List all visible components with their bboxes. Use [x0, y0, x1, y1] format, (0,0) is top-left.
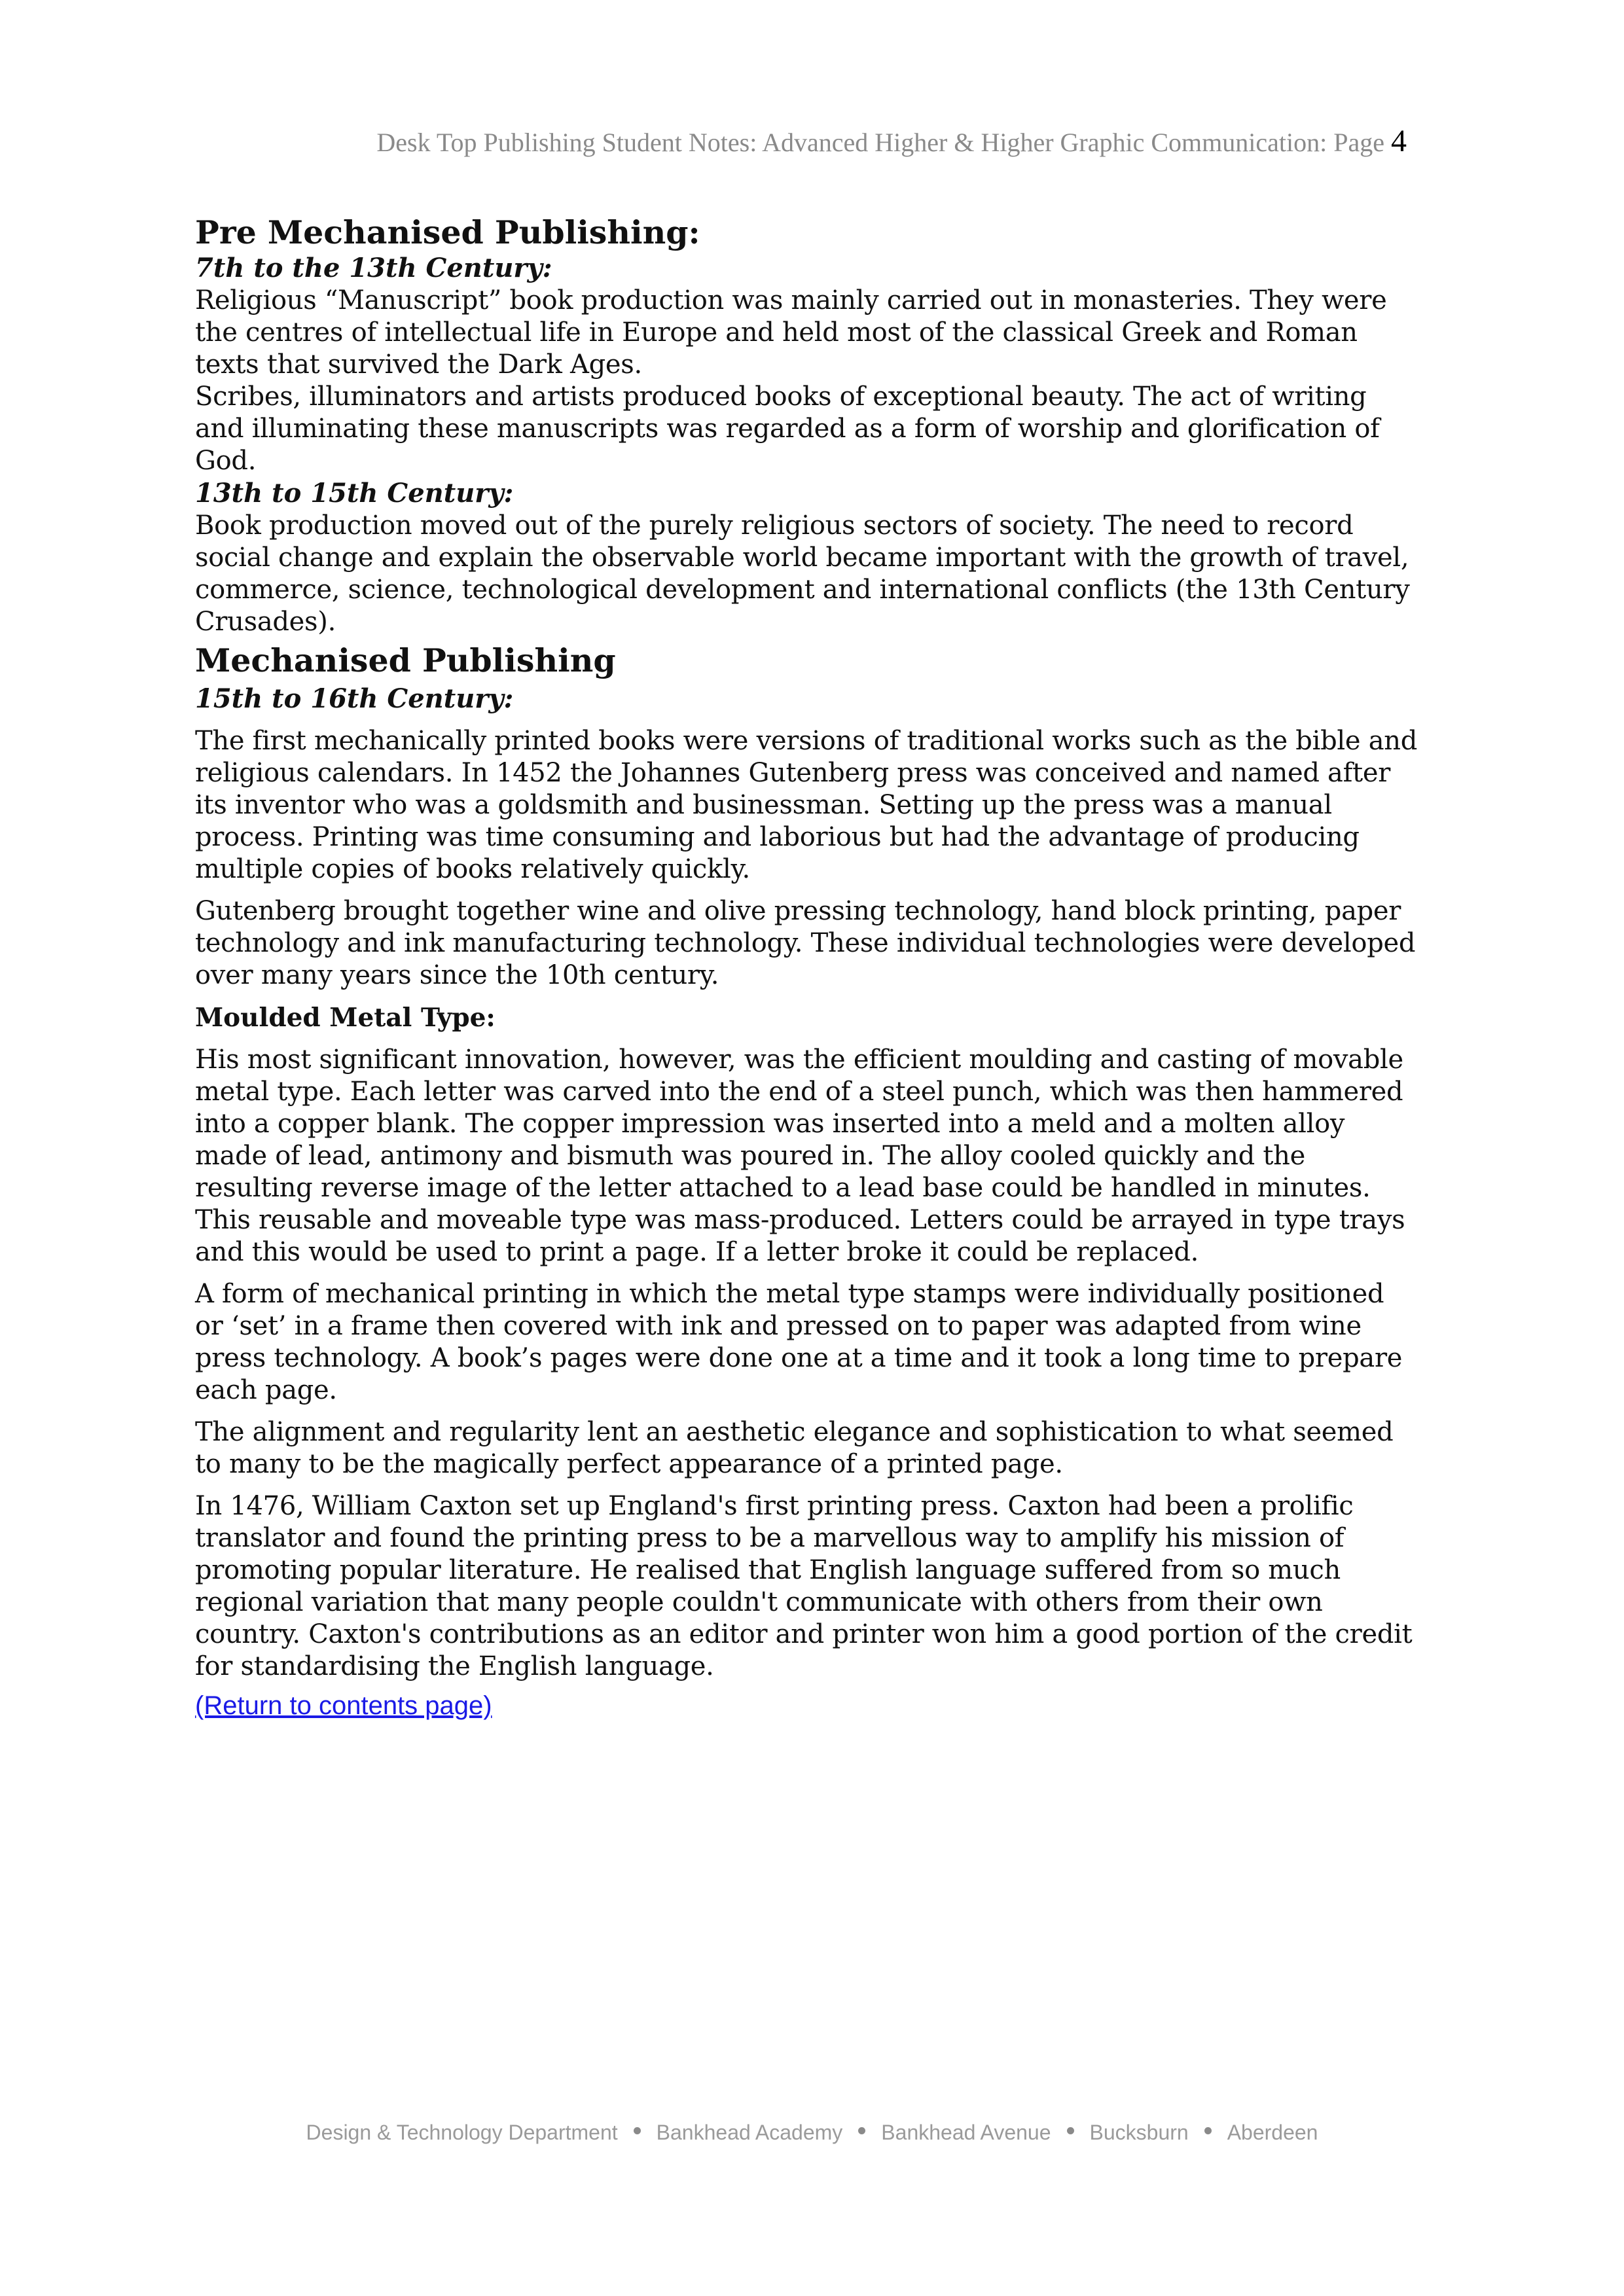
- paragraph-gutenberg: Gutenberg brought together wine and olive pressing technology, hand block printing, paper technology and ink manufacturing technology. These individual technologies were developed over many years since the 10th century.: [195, 896, 1416, 990]
- footer-city: Aberdeen: [1227, 2121, 1318, 2144]
- paragraph-book-production: Book production moved out of the purely religious sectors of society. The need to record social change and explain the observable world became important with the growth of travel, commerce, science, technological development and international conflicts (the 13th Century Crusades).: [195, 511, 1410, 637]
- footer-school: Bankhead Academy: [656, 2121, 843, 2144]
- footer-area: Bucksburn: [1089, 2121, 1189, 2144]
- running-title: Desk Top Publishing Student Notes: Advanced Higher & Higher Graphic Communication: Page: [376, 128, 1384, 157]
- bullet-separator-icon: [858, 2127, 865, 2134]
- paragraph-alignment: The alignment and regularity lent an aesthetic elegance and sophistication to what seemed to many to be the magically perfect appearance of a printed page.: [195, 1417, 1394, 1479]
- bullet-separator-icon: [1067, 2127, 1074, 2134]
- main-content: [195, 213, 1419, 1722]
- paragraph-first-printed: The first mechanically printed books were versions of traditional works such as the bible and religious calendars. In 1452 the Johannes Gutenberg press was conceived and named after its inventor who was a goldsmith and businessman. Setting up the press was a manual process. Printing was time consuming and laborious but had the advantage of producing multiple copies of books relatively quickly.: [195, 726, 1418, 884]
- paragraph-caxton: In 1476, William Caxton set up England's first printing press. Caxton had been a prolific translator and found the printing press to be a marvellous way to amplify his mission of promoting popular literature. He realised that English language suffered from so much regional variation that many people couldn't communicate with others from their own country. Caxton's contributions as an editor and printer won him a good portion of the credit for standardising the English language.: [195, 1491, 1413, 1681]
- running-header: [376, 123, 1407, 159]
- heading-pre-mechanised: Pre Mechanised Publishing:: [195, 213, 700, 251]
- footer-street: Bankhead Avenue: [881, 2121, 1051, 2144]
- bullet-separator-icon: [1204, 2127, 1212, 2134]
- subheading-7th-13th: 7th to the 13th Century:: [195, 253, 552, 283]
- paragraph-innovation: His most significant innovation, however, was the efficient moulding and casting of movable metal type. Each letter was carved into the end of a steel punch, which was then hammered into a copper blank. The copper impression was inserted into a meld and a molten alloy made of lead, antimony and bismuth was poured in. The alloy cooled quickly and the resulting reverse image of the letter attached to a lead base could be handled in minutes. This reusable and moveable type was mass-produced. Letters could be arrayed in type trays and this would be used to print a page. If a letter broke it could be replaced.: [195, 1045, 1405, 1267]
- page-footer: [0, 2121, 1624, 2145]
- paragraph-mechanical-printing: A form of mechanical printing in which the metal type stamps were individually positioned or ‘set’ in a frame then covered with ink and pressed on to paper was adapted from wine press technology. A book’s pages were done one at a time and it took a long time to prepare each page.: [195, 1279, 1403, 1405]
- paragraph-scribes: Scribes, illuminators and artists produced books of exceptional beauty. The act of writing and illuminating these manuscripts was regarded as a form of worship and glorification of God.: [195, 382, 1380, 476]
- bullet-separator-icon: [634, 2127, 641, 2134]
- subheading-15th-16th: 15th to 16th Century:: [195, 683, 514, 714]
- heading-mechanised: Mechanised Publishing: [195, 641, 616, 679]
- subheading-13th-15th: 13th to 15th Century:: [195, 478, 514, 509]
- paragraph-manuscript: Religious “Manuscript” book production was mainly carried out in monasteries. They were the centres of intellectual life in Europe and held most of the classical Greek and Roman texts that survived the Dark Ages.: [195, 285, 1387, 380]
- footer-department: Design & Technology Department: [306, 2121, 618, 2144]
- page-number: 4: [1391, 124, 1407, 158]
- return-to-contents-link[interactable]: (Return to contents page): [195, 1691, 492, 1720]
- subheading-moulded-metal-type: Moulded Metal Type:: [195, 1003, 496, 1033]
